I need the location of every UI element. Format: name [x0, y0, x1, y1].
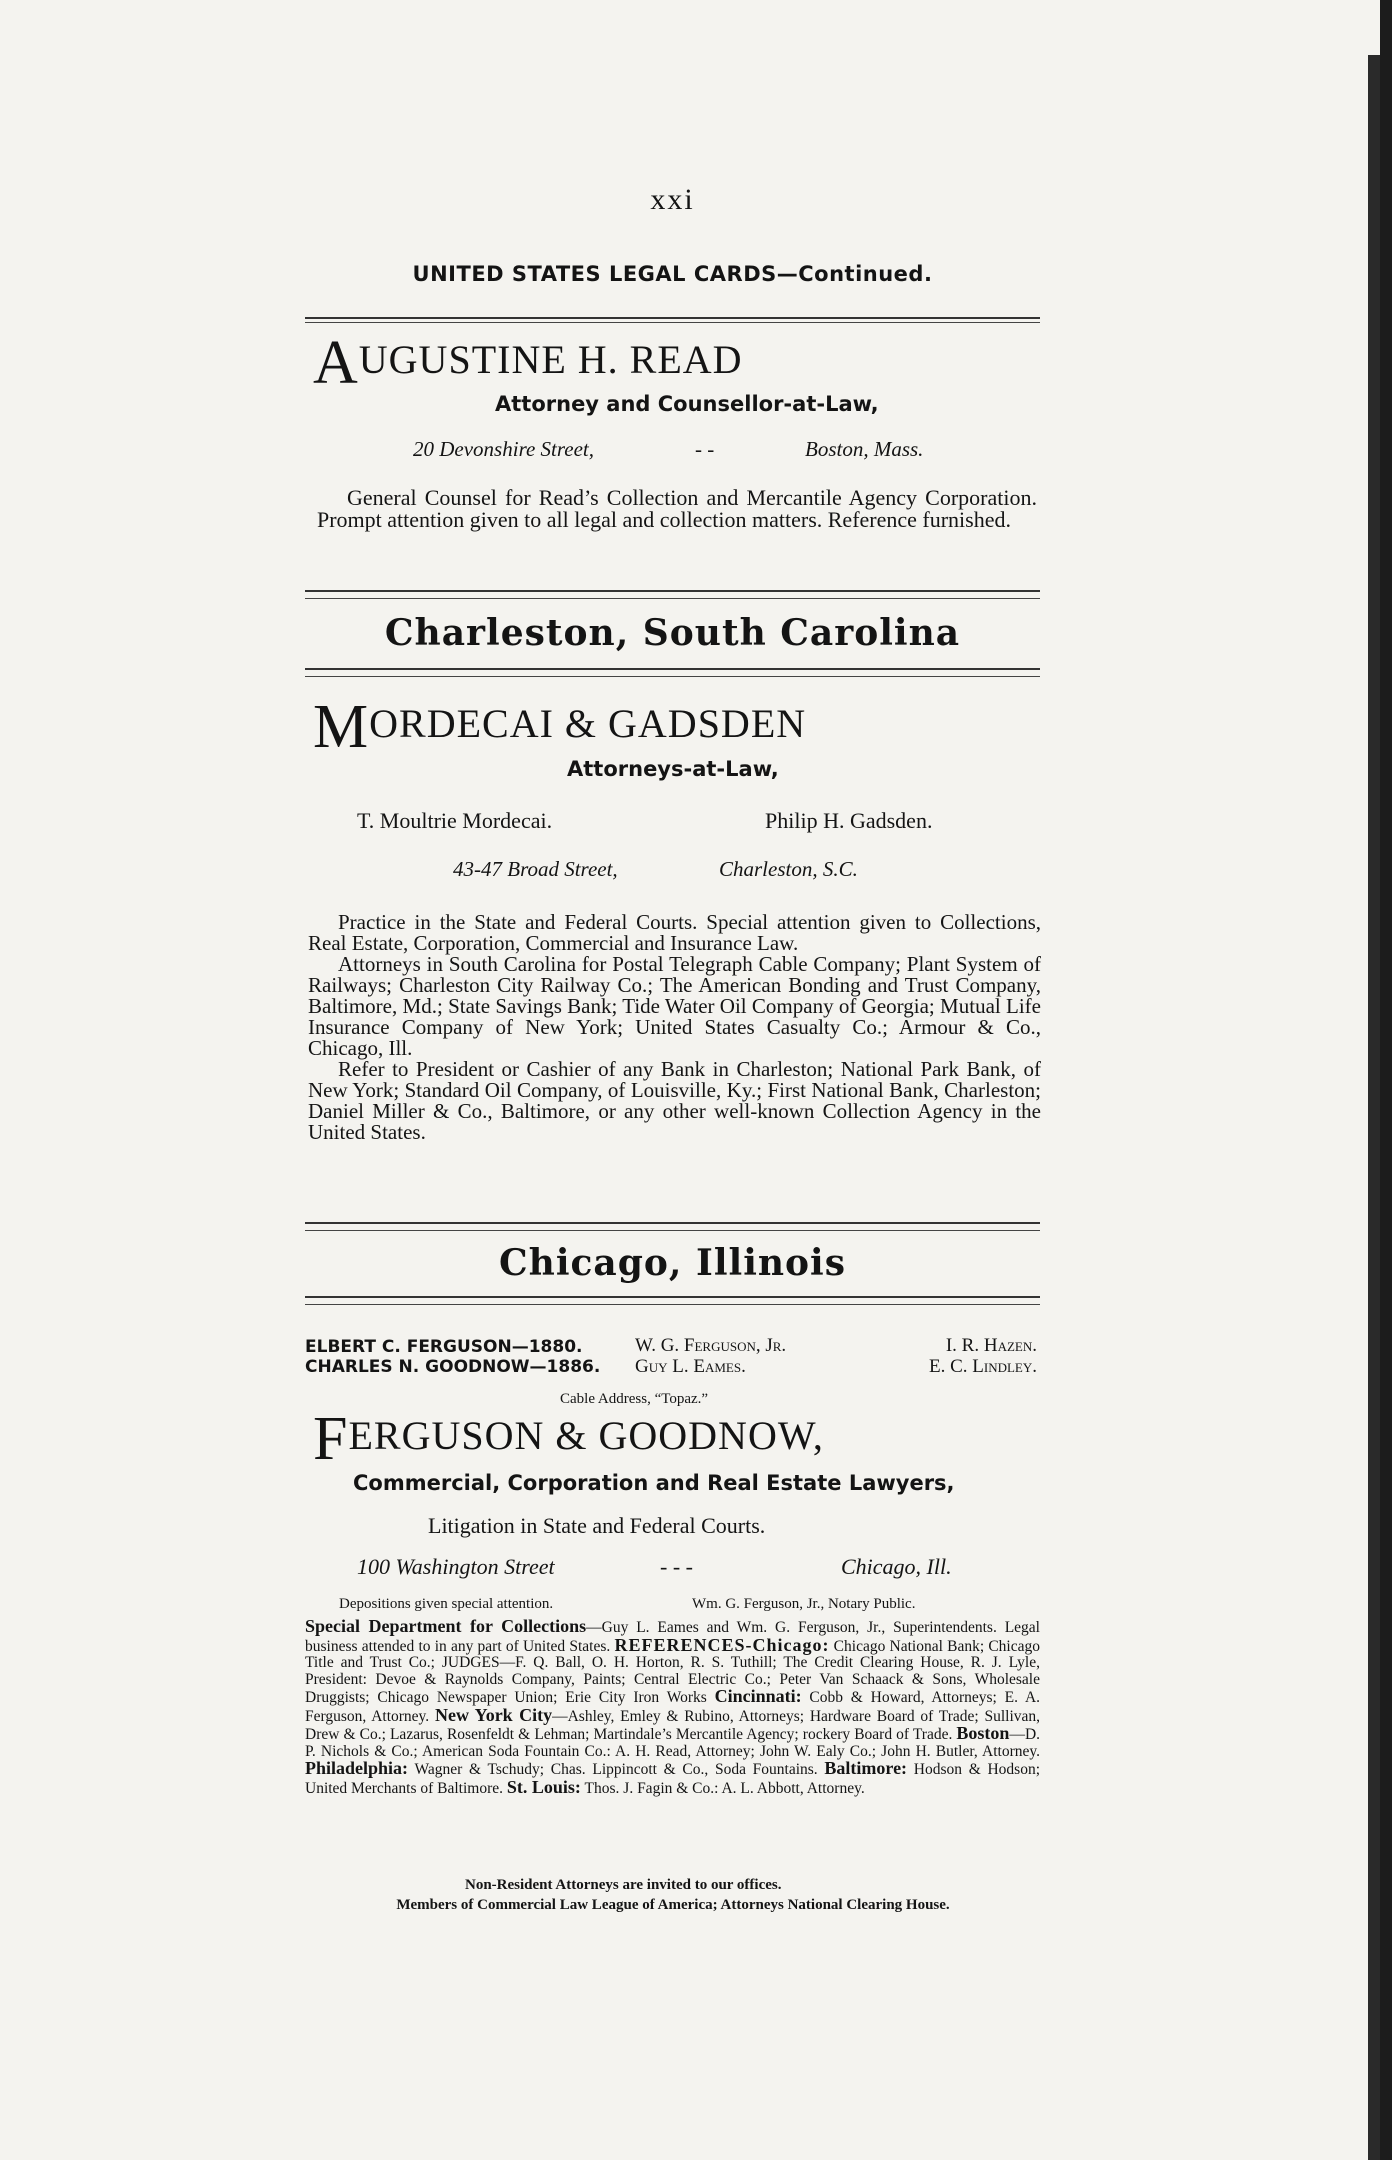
dash-leader: - - - — [660, 1554, 693, 1579]
ref-heading: Philadelphia: — [305, 1758, 409, 1778]
cable-address: Cable Address, “Topaz.” — [560, 1391, 709, 1407]
read-description: General Counsel for Read’s Collection and Mercantile Agency Corporation. Prompt attention given to all legal and collection matters. Reference furnished. — [317, 485, 1037, 532]
ref-heading: Special Department for Collections — [305, 1616, 587, 1636]
associates: W. G. Ferguson, Jr. Guy L. Eames. — [635, 1335, 787, 1377]
ferguson-title: Commercial, Corporation and Real Estate Lawyers, — [353, 1471, 955, 1495]
rule — [305, 676, 1040, 677]
mordecai-street: 43-47 Broad Street, — [453, 857, 618, 881]
ref-heading: REFERENCES-Chicago: — [614, 1634, 830, 1655]
partner-name: Philip H. Gadsden. — [765, 808, 933, 833]
rule — [305, 668, 1040, 670]
rule — [305, 598, 1040, 599]
read-firm-name: AUGUSTINE H. READ — [313, 329, 743, 397]
rule — [305, 1222, 1040, 1224]
page-number: xxi — [650, 183, 695, 216]
depositions-note: Depositions given special attention. — [339, 1596, 554, 1612]
non-resident-note: Non-Resident Attorneys are invited to our offices. — [465, 1877, 782, 1893]
read-city: Boston, Mass. — [805, 437, 924, 461]
founders: ELBERT C. FERGUSON—1880. CHARLES N. GOODNOW—1886. — [305, 1337, 601, 1377]
rule — [305, 590, 1040, 592]
ref-heading: Boston — [956, 1723, 1010, 1743]
ferguson-city: Chicago, Ill. — [841, 1554, 952, 1579]
page-edge-shadow — [1368, 55, 1380, 2160]
partner-name: T. Moultrie Mordecai. — [357, 808, 553, 833]
running-head: UNITED STATES LEGAL CARDS—Continued. — [412, 262, 933, 286]
associates: I. R. Hazen. E. C. Lindley. — [928, 1335, 1037, 1377]
rule — [305, 1296, 1040, 1298]
section-heading-chicago: Chicago, Illinois — [499, 1242, 846, 1284]
ferguson-references: Special Department for Collections—Guy L. Eames and Wm. G. Ferguson, Jr., Superintendents. Legal business attended to in any part of United States. REFERENCES-Chicago: Chicago National Bank; Chicago Title and Trust Co.; JUDGES—F. Q. Ball, O. H. Horton, R. S. Tuthill; The Credit Clearing House, R. J. Lyle, President: Devoe & Raynolds Company, Paints; Central Electric Co.; Peter Van Schaack & Sons, Wholesale Druggists; Chicago Newspaper Union; Erie City Iron Works Cincinnati: Cobb & Howard, Attorneys; E. A. Ferguson, Attorney. New York City—Ashley, Emley & Rubino, Attorneys; Hardware Board of Trade; Sullivan, Drew & Co.; Lazarus, Rosenfeldt & Lehman; Martindale’s Mercantile Agency; rockery Board of Trade. Boston—D. P. Nichols & Co.; American Soda Fountain Co.: A. H. Read, Attorney; John W. Ealy Co.; John H. Butler, Attorney. Philadelphia: Wagner & Tschudy; Chas. Lippincott & Co., Soda Fountains. Baltimore: Hodson & Hodson; United Merchants of Baltimore. St. Louis: Thos. J. Fagin & Co.: A. L. Abbott, Attorney. — [305, 1616, 1041, 1797]
members-note: Members of Commercial Law League of America; Attorneys National Clearing House. — [396, 1897, 950, 1913]
rule — [305, 322, 1040, 323]
dash-leader: - - — [695, 437, 715, 461]
ref-heading: Cincinnati: — [714, 1686, 802, 1706]
read-title: Attorney and Counsellor-at-Law, — [495, 392, 879, 416]
ref-heading: New York City — [434, 1704, 553, 1725]
mordecai-title: Attorneys-at-Law, — [567, 757, 779, 781]
section-heading-charleston: Charleston, South Carolina — [384, 612, 961, 654]
litigation-line: Litigation in State and Federal Courts. — [428, 1513, 766, 1538]
mordecai-firm-name: MORDECAI & GADSDEN — [313, 693, 807, 761]
ferguson-firm-name: FERGUSON & GOODNOW, — [313, 1405, 824, 1473]
notary-note: Wm. G. Ferguson, Jr., Notary Public. — [692, 1596, 916, 1612]
rule — [305, 1304, 1040, 1305]
rule — [305, 317, 1040, 319]
mordecai-description: Practice in the State and Federal Courts. Special attention given to Collections, Real Estate, Corporation, Commercial and Insurance Law. Attorneys in South Carolina for Postal Telegraph Cable Company; Plant System of Railways; Charleston City Railway Co.; The American Bonding and Trust Company, Baltimore, Md.; State Savings Bank; Tide Water Oil Company of Georgia; Mutual Life Insurance Company of New York; United States Casualty Co.; Armour & Co., Chicago, Ill. Refer to President or Cashier of any Bank in Charleston; National Park Bank, of New York; Standard Oil Company, of Louisville, Ky.; First National Bank, Charleston; Daniel Miller & Co., Baltimore, or any other well-known Collection Agency in the United States. — [308, 910, 1041, 1144]
ref-heading: Baltimore: — [824, 1758, 908, 1778]
rule — [305, 1230, 1040, 1231]
ferguson-street: 100 Washington Street — [357, 1554, 555, 1579]
mordecai-city: Charleston, S.C. — [719, 857, 858, 881]
read-street: 20 Devonshire Street, — [413, 437, 594, 461]
ref-heading: St. Louis: — [506, 1776, 581, 1797]
